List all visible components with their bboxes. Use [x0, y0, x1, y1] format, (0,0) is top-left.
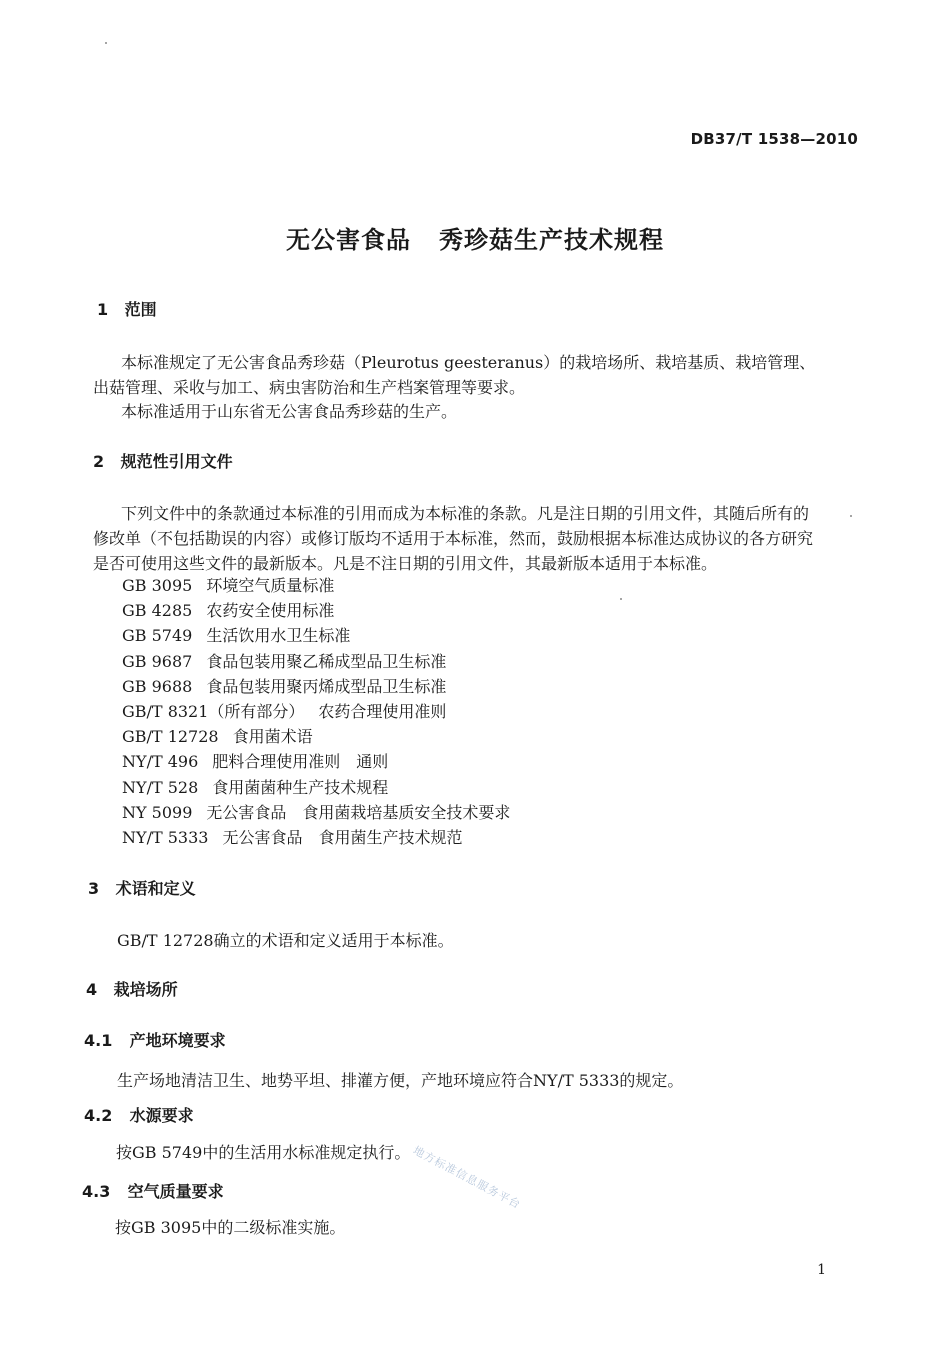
reference-item: GB 9687 食品包装用聚乙稀成型品卫生标准 — [122, 651, 447, 671]
subsection-title: 水源要求 — [129, 1106, 194, 1125]
reference-item: GB/T 8321（所有部分） 农药合理使用准则 — [122, 701, 447, 721]
reference-item: NY 5099 无公害食品 食用菌栽培基质安全技术要求 — [122, 802, 511, 822]
title-part-1: 无公害食品 — [286, 226, 411, 254]
subsection-4-3-text: 按GB 3095中的二级标准实施。 — [115, 1218, 346, 1237]
document-title — [0, 220, 950, 255]
subsection-4-3-heading — [82, 1179, 224, 1202]
section-2-para-line-1: 下列文件中的条款通过本标准的引用而成为本标准的条款。凡是注日期的引用文件，其随后所有的 — [121, 504, 810, 523]
section-3-para: GB/T 12728确立的术语和定义适用于本标准。 — [117, 931, 454, 950]
subsection-number: 4.3 — [82, 1182, 111, 1201]
page-number: 1 — [817, 1262, 826, 1278]
section-title: 术语和定义 — [115, 879, 196, 898]
section-1-heading — [97, 297, 157, 320]
reference-item: GB 3095 环境空气质量标准 — [122, 576, 335, 595]
reference-item: GB 5749 生活饮用水卫生标准 — [122, 626, 351, 646]
section-3-heading — [88, 876, 196, 899]
subsection-4-2-text: 按GB 5749中的生活用水标准规定执行。 — [116, 1143, 411, 1162]
subsection-4-2-heading — [84, 1103, 194, 1126]
section-title: 范围 — [124, 300, 157, 319]
section-2-para-line-3: 是否可使用这些文件的最新版本。凡是不注日期的引用文件，其最新版本适用于本标准。 — [93, 554, 718, 573]
reference-item: GB/T 12728 食用菌术语 — [122, 727, 313, 747]
section-title: 栽培场所 — [113, 980, 178, 999]
subsection-4-1-heading — [84, 1028, 226, 1051]
section-1-para-2: 本标准适用于山东省无公害食品秀珍菇的生产。 — [121, 402, 458, 421]
section-4-heading — [86, 977, 178, 1000]
subsection-number: 4.2 — [84, 1106, 113, 1125]
section-number: 2 — [93, 452, 105, 471]
reference-item: NY/T 496 肥料合理使用准则 通则 — [122, 752, 389, 772]
scan-speck — [850, 515, 852, 517]
scan-speck — [105, 42, 107, 44]
section-number: 4 — [86, 980, 98, 999]
subsection-title: 产地环境要求 — [129, 1031, 226, 1050]
scan-speck — [620, 598, 622, 600]
section-1-para-line-2: 出菇管理、采收与加工、病虫害防治和生产档案管理等要求。 — [93, 378, 526, 397]
standard-code: DB37/T 1538—2010 — [690, 130, 858, 148]
section-1-para-line-1: 本标准规定了无公害食品秀珍菇（Pleurotus geesteranus）的栽培场所、栽培基质、栽培管理、 — [121, 353, 816, 372]
reference-item: GB 4285 农药安全使用标准 — [122, 601, 335, 621]
subsection-title: 空气质量要求 — [127, 1182, 224, 1201]
section-number: 1 — [97, 300, 109, 319]
subsection-4-1-text: 生产场地清洁卫生、地势平坦、排灌方便，产地环境应符合NY/T 5333的规定。 — [117, 1071, 684, 1090]
title-part-2: 秀珍菇生产技术规程 — [439, 226, 664, 254]
section-title: 规范性引用文件 — [120, 452, 233, 471]
reference-item: NY/T 528 食用菌菌种生产技术规程 — [122, 777, 389, 797]
reference-list — [122, 573, 510, 850]
section-2-heading — [93, 449, 233, 472]
watermark: 地方标准信息服务平台 — [410, 1143, 524, 1212]
section-number: 3 — [88, 879, 100, 898]
section-2-para-line-2: 修改单（不包括勘误的内容）或修订版均不适用于本标准，然而，鼓励根据本标准达成协议的各方研究 — [93, 529, 814, 548]
reference-item: GB 9688 食品包装用聚丙烯成型品卫生标准 — [122, 676, 447, 696]
subsection-number: 4.1 — [84, 1031, 113, 1050]
reference-item: NY/T 5333 无公害食品 食用菌生产技术规范 — [122, 827, 463, 847]
